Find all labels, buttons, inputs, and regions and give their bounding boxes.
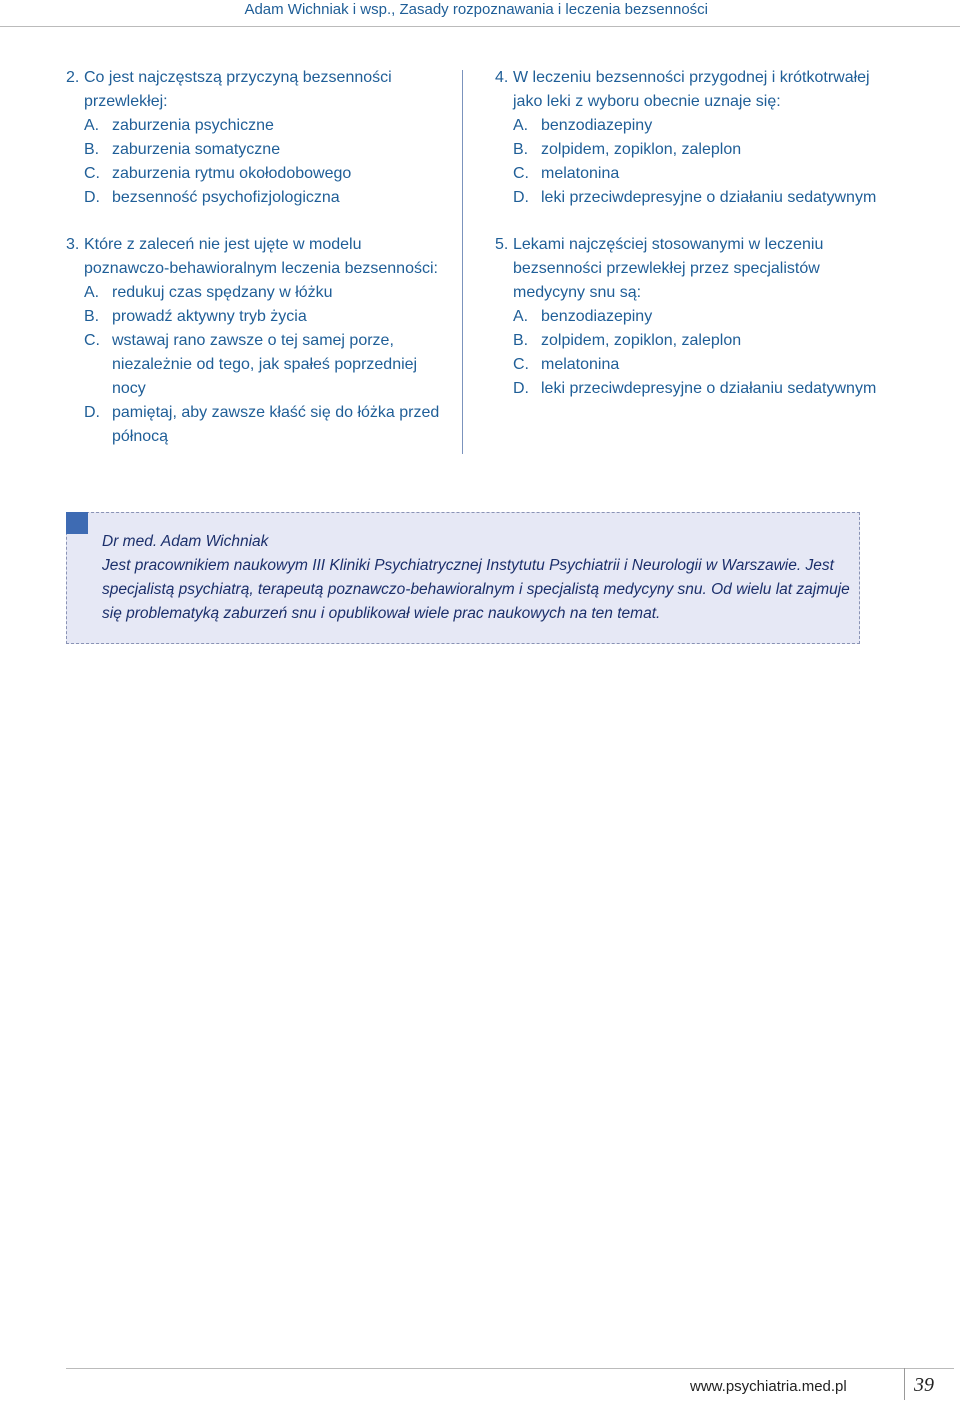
author-bio [102, 530, 852, 626]
option-letter: D. [513, 189, 529, 206]
option-letter: D. [513, 380, 529, 397]
author-name: Dr med. Adam Wichniak [102, 533, 269, 550]
running-header [0, 0, 960, 22]
answer-option [66, 329, 451, 401]
question-2 [66, 66, 451, 210]
option-text: zolpidem, zopiklon, zaleplon [541, 332, 742, 349]
question-text: Lekami najczęściej stosowanymi w leczeniu bezsenności przewlekłej przez specjalistów medycyny snu są: [513, 236, 824, 301]
option-letter: B. [84, 141, 100, 158]
option-text: leki przeciwdepresyjne o działaniu sedatywnym [541, 189, 877, 206]
question-3 [66, 233, 451, 449]
option-letter: C. [513, 165, 529, 182]
bio-accent-square [66, 512, 88, 534]
option-text: wstawaj rano zawsze o tej samej porze, niezależnie od tego, jak spałeś poprzedniej nocy [112, 332, 418, 397]
option-text: benzodiazepiny [541, 308, 653, 325]
option-letter: C. [84, 332, 100, 349]
right-column [495, 66, 885, 424]
running-title: Adam Wichniak i wsp., Zasady rozpoznawania i leczenia bezsenności [244, 1, 708, 18]
option-letter: A. [84, 117, 100, 134]
option-text: zaburzenia somatyczne [112, 141, 281, 158]
footer-separator [904, 1368, 905, 1400]
option-text: zaburzenia psychiczne [112, 117, 274, 134]
header-rule [0, 26, 960, 27]
column-divider [462, 70, 463, 454]
option-letter: A. [513, 117, 529, 134]
option-text: benzodiazepiny [541, 117, 653, 134]
option-text: melatonina [541, 165, 620, 182]
option-text: zolpidem, zopiklon, zaleplon [541, 141, 742, 158]
option-text: leki przeciwdepresyjne o działaniu sedatywnym [541, 380, 877, 397]
option-text: prowadź aktywny tryb życia [112, 308, 307, 325]
question-text: Co jest najczęstszą przyczyną bezsenności przewlekłej: [84, 69, 392, 110]
answer-option [66, 401, 451, 449]
footer-rule [66, 1368, 954, 1369]
question-number: 2. [66, 69, 80, 86]
answer-option [66, 186, 451, 210]
answer-option [495, 114, 885, 138]
option-letter: D. [84, 404, 100, 421]
question-4 [495, 66, 885, 210]
option-text: bezsenność psychofizjologiczna [112, 189, 340, 206]
answer-option [495, 353, 885, 377]
question-text: W leczeniu bezsenności przygodnej i krótkotrwałej jako leki z wyboru obecnie uznaje się: [513, 69, 870, 110]
option-letter: B. [513, 141, 529, 158]
question-5 [495, 233, 885, 401]
question-number: 3. [66, 236, 80, 253]
answer-option [66, 162, 451, 186]
question-text: Które z zaleceń nie jest ujęte w modelu poznawczo-behawioralnym leczenia bezsenności: [84, 236, 438, 277]
option-text: melatonina [541, 356, 620, 373]
answer-option [66, 138, 451, 162]
answer-option [66, 305, 451, 329]
answer-option [495, 305, 885, 329]
option-letter: A. [513, 308, 529, 325]
option-letter: D. [84, 189, 100, 206]
footer-url[interactable]: www.psychiatria.med.pl [690, 1378, 847, 1395]
answer-option [495, 377, 885, 401]
question-number: 4. [495, 69, 509, 86]
answer-option [495, 162, 885, 186]
option-letter: C. [513, 356, 529, 373]
option-letter: B. [84, 308, 100, 325]
author-bio-text: Jest pracownikiem naukowym III Kliniki Psychiatrycznej Instytutu Psychiatrii i Neurologii w Warszawie. Jest specjalistą psychiatrą, terapeutą poznawczo-behawioralnym i specjalistą medycyny snu. Od wielu lat zajmuje się problematyką zaburzeń snu i opublikował wiele prac naukowych na ten temat. [102, 557, 850, 622]
answer-option [495, 329, 885, 353]
answer-option [495, 138, 885, 162]
answer-option [495, 186, 885, 210]
option-letter: C. [84, 165, 100, 182]
option-letter: B. [513, 332, 529, 349]
option-text: pamiętaj, aby zawsze kłaść się do łóżka przed północą [112, 404, 440, 445]
answer-option [66, 281, 451, 305]
option-text: redukuj czas spędzany w łóżku [112, 284, 333, 301]
question-number: 5. [495, 236, 509, 253]
left-column [66, 66, 451, 472]
option-text: zaburzenia rytmu okołodobowego [112, 165, 352, 182]
option-letter: A. [84, 284, 100, 301]
page-number: 39 [914, 1374, 934, 1396]
answer-option [66, 114, 451, 138]
